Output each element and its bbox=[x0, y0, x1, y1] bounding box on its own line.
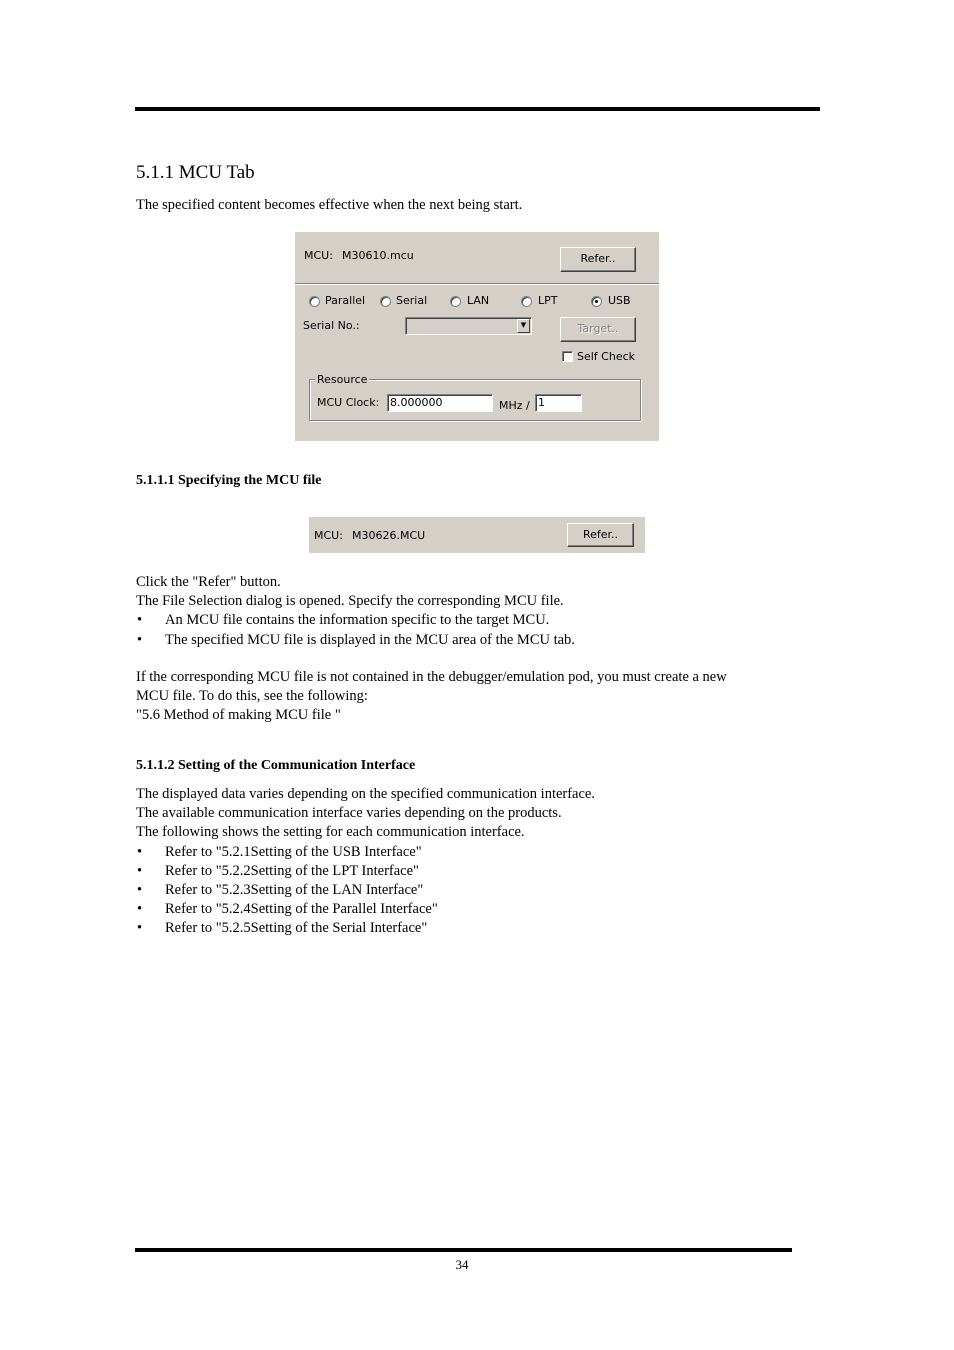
radio-lpt[interactable] bbox=[521, 296, 532, 307]
sub1-bullet: • The specified MCU file is displayed in the MCU area of the MCU tab. bbox=[136, 631, 727, 650]
sub1-line-1: Click the "Refer" button. bbox=[136, 574, 281, 590]
radio-usb[interactable] bbox=[591, 296, 602, 307]
radio-parallel[interactable] bbox=[309, 296, 320, 307]
mcu-file-dialog bbox=[309, 517, 645, 553]
sub2-line-2: The available communication interface varies depending on the products. bbox=[136, 805, 562, 822]
refer-button[interactable]: Refer.. bbox=[560, 247, 636, 272]
sub2-line-3: The following shows the setting for each communication interface. bbox=[136, 824, 525, 841]
mcu-label-small: MCU: bbox=[314, 529, 343, 542]
sub1-line-2: The File Selection dialog is opened. Specify the corresponding MCU file. bbox=[136, 593, 564, 610]
sub2-bullet: • Refer to "5.2.1Setting of the USB Interface" bbox=[136, 843, 595, 862]
header-rule bbox=[135, 107, 820, 111]
separator bbox=[295, 283, 659, 285]
mhz-label: MHz / bbox=[499, 399, 530, 412]
refer-button-small[interactable]: Refer.. bbox=[567, 523, 634, 547]
sub2-bullet: • Refer to "5.2.4Setting of the Parallel Interface" bbox=[136, 900, 595, 919]
radio-lan[interactable] bbox=[450, 296, 461, 307]
radio-lpt-label: LPT bbox=[538, 294, 558, 307]
mcu-file-value: M30610.mcu bbox=[342, 249, 414, 262]
radio-serial[interactable] bbox=[380, 296, 391, 307]
resource-legend: Resource bbox=[317, 373, 368, 386]
page-number: 34 bbox=[455, 1257, 469, 1272]
serial-no-label: Serial No.: bbox=[303, 319, 360, 332]
sub1-para-line-2: MCU file. To do this, see the following: bbox=[136, 688, 368, 705]
mcu-tab-dialog bbox=[295, 232, 659, 441]
radio-lan-label: LAN bbox=[467, 294, 490, 307]
radio-usb-label: USB bbox=[608, 294, 631, 307]
sub2-bullet: • Refer to "5.2.3Setting of the LAN Interface" bbox=[136, 881, 595, 900]
target-button[interactable]: Target.. bbox=[560, 317, 636, 342]
sub2-bullet: • Refer to "5.2.5Setting of the Serial Interface" bbox=[136, 919, 595, 938]
sub2-line-1: The displayed data varies depending on the specified communication interface. bbox=[136, 786, 595, 802]
section-heading: 5.1.1 MCU Tab bbox=[136, 162, 255, 183]
sub1-body bbox=[136, 573, 727, 725]
subsection-heading-2: 5.1.1.2 Setting of the Communication Interface bbox=[136, 758, 416, 773]
radio-serial-label: Serial bbox=[396, 294, 428, 307]
mcu-clock-input[interactable]: 8.000000 bbox=[387, 394, 493, 412]
sub2-bullet: • Refer to "5.2.2Setting of the LPT Interface" bbox=[136, 862, 595, 881]
sub1-bullet: • An MCU file contains the information specific to the target MCU. bbox=[136, 611, 727, 630]
sub1-para-line-3: "5.6 Method of making MCU file " bbox=[136, 707, 341, 724]
self-check-label: Self Check bbox=[577, 350, 636, 363]
footer-rule bbox=[135, 1248, 792, 1252]
chevron-down-icon[interactable]: ▼ bbox=[517, 319, 530, 333]
serial-no-combo[interactable] bbox=[405, 317, 532, 335]
mcu-label: MCU: bbox=[304, 249, 333, 262]
clock-divider-input[interactable]: 1 bbox=[535, 394, 582, 412]
radio-parallel-label: Parallel bbox=[325, 294, 366, 307]
sub2-body bbox=[136, 785, 595, 939]
mcu-file-value-small: M30626.MCU bbox=[352, 529, 426, 542]
mcu-clock-label: MCU Clock: bbox=[317, 396, 380, 409]
radio-selected-dot bbox=[595, 300, 598, 303]
self-check-checkbox[interactable] bbox=[562, 351, 573, 362]
sub1-para-line-1: If the corresponding MCU file is not contained in the debugger/emulation pod, you must create a new bbox=[136, 668, 727, 685]
subsection-heading-1: 5.1.1.1 Specifying the MCU file bbox=[136, 473, 322, 488]
intro-text: The specified content becomes effective when the next being start. bbox=[136, 197, 523, 213]
